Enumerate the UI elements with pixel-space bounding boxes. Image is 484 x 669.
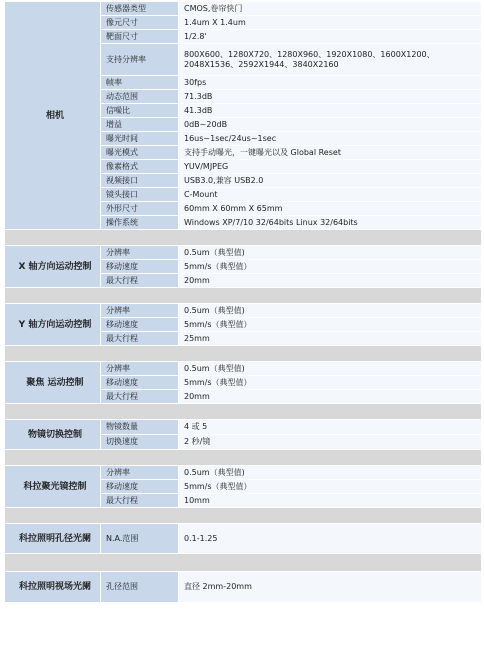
spec-key: 移动速度 <box>101 318 179 332</box>
spec-value: 60mm X 60mm X 65mm <box>179 202 482 216</box>
spec-key: 支持分辨率 <box>101 44 179 76</box>
table-row <box>5 304 482 318</box>
table-row <box>5 2 482 16</box>
spec-key: N.A.范围 <box>101 524 179 554</box>
section-divider <box>5 508 482 524</box>
spec-value: 5mm/s（典型值） <box>179 260 482 274</box>
spec-value: 20mm <box>179 390 482 404</box>
spec-key: 移动速度 <box>101 260 179 274</box>
table-row <box>5 524 482 554</box>
spec-value: 30fps <box>179 76 482 90</box>
section-divider <box>5 554 482 572</box>
spec-key: 分辨率 <box>101 246 179 260</box>
category-focus-control: 聚焦 运动控制 <box>5 362 101 404</box>
category-kohler-condenser-control: 科拉聚光镜控制 <box>5 466 101 508</box>
spec-key: 曝光时间 <box>101 132 179 146</box>
spec-key: 最大行程 <box>101 494 179 508</box>
spec-value: 0.5um（典型值) <box>179 362 482 376</box>
spec-value: 直径 2mm-20mm <box>179 572 482 603</box>
table-row <box>5 572 482 603</box>
spec-value: CMOS,卷帘快门 <box>179 2 482 16</box>
spec-value: 41.3dB <box>179 104 482 118</box>
spec-value: 71.3dB <box>179 90 482 104</box>
spec-key: 分辨率 <box>101 304 179 318</box>
spec-value: 800X600、1280X720、1280X960、1920X1080、1600X1200、2048X1536、2592X1944、3840X2160 <box>179 44 482 76</box>
spec-key: 靶面尺寸 <box>101 30 179 44</box>
spec-value: C-Mount <box>179 188 482 202</box>
spec-key: 帧率 <box>101 76 179 90</box>
spec-value: 4 或 5 <box>179 420 482 435</box>
spec-key: 镜头接口 <box>101 188 179 202</box>
spec-value: 0.5um（典型值) <box>179 466 482 480</box>
spec-value: 0.5um（典型值) <box>179 246 482 260</box>
spec-value: 5mm/s（典型值） <box>179 318 482 332</box>
specifications-table <box>4 1 482 603</box>
spec-key: 最大行程 <box>101 332 179 346</box>
section-divider <box>5 404 482 420</box>
spec-value: 0.1-1.25 <box>179 524 482 554</box>
spec-value: USB3.0,兼容 USB2.0 <box>179 174 482 188</box>
spec-value: 1.4um X 1.4um <box>179 16 482 30</box>
spec-value: 支持手动曝光，一键曝光以及 Global Reset <box>179 146 482 160</box>
spec-key: 视频接口 <box>101 174 179 188</box>
spec-key: 切换速度 <box>101 435 179 450</box>
section-divider <box>5 346 482 362</box>
spec-value: 2 秒/镜 <box>179 435 482 450</box>
spec-key: 增益 <box>101 118 179 132</box>
spec-key: 像元尺寸 <box>101 16 179 30</box>
spec-value: 5mm/s（典型值） <box>179 376 482 390</box>
spec-value: 16us~1sec/24us~1sec <box>179 132 482 146</box>
spec-value: 5mm/s（典型值） <box>179 480 482 494</box>
spec-key: 信噪比 <box>101 104 179 118</box>
spec-key: 操作系统 <box>101 216 179 230</box>
spec-value: 10mm <box>179 494 482 508</box>
spec-value: 20mm <box>179 274 482 288</box>
category-camera: 相机 <box>5 2 101 230</box>
section-divider <box>5 288 482 304</box>
spec-key: 传感器类型 <box>101 2 179 16</box>
spec-key: 最大行程 <box>101 274 179 288</box>
spec-key: 移动速度 <box>101 480 179 494</box>
section-divider <box>5 450 482 466</box>
category-aperture-diaphragm: 科拉照明孔径光阑 <box>5 524 101 554</box>
section-divider <box>5 230 482 246</box>
spec-value: 0dB~20dB <box>179 118 482 132</box>
spec-key: 孔径范围 <box>101 572 179 603</box>
spec-key: 分辨率 <box>101 466 179 480</box>
table-row <box>5 246 482 260</box>
spec-value: YUV/MJPEG <box>179 160 482 174</box>
table-row <box>5 362 482 376</box>
spec-key: 动态范围 <box>101 90 179 104</box>
spec-value: 0.5um（典型值) <box>179 304 482 318</box>
category-y-axis-control: Y 轴方向运动控制 <box>5 304 101 346</box>
category-x-axis-control: X 轴方向运动控制 <box>5 246 101 288</box>
spec-key: 曝光模式 <box>101 146 179 160</box>
spec-key: 物镜数量 <box>101 420 179 435</box>
spec-key: 最大行程 <box>101 390 179 404</box>
table-row <box>5 466 482 480</box>
spec-value: 1/2.8' <box>179 30 482 44</box>
spec-key: 分辨率 <box>101 362 179 376</box>
table-row <box>5 420 482 435</box>
category-objective-switch-control: 物镜切换控制 <box>5 420 101 450</box>
category-field-diaphragm: 科拉照明视场光阑 <box>5 572 101 603</box>
spec-value: Windows XP/7/10 32/64bits Linux 32/64bits <box>179 216 482 230</box>
spec-key: 外形尺寸 <box>101 202 179 216</box>
spec-key: 像素格式 <box>101 160 179 174</box>
spec-key: 移动速度 <box>101 376 179 390</box>
spec-value: 25mm <box>179 332 482 346</box>
